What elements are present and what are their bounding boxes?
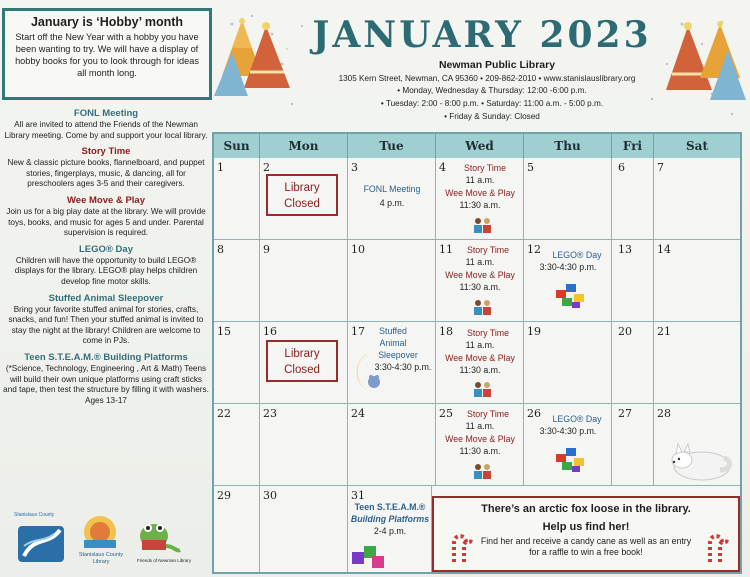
event-wee-move-name: Wee Move & Play xyxy=(445,270,515,280)
event-sleepover-line: Sleepover xyxy=(378,350,418,360)
day-number: 7 xyxy=(657,161,664,174)
day-cell[interactable] xyxy=(612,240,654,322)
day-number: 5 xyxy=(527,161,534,174)
event-wee-move-time: 11:30 a.m. xyxy=(459,365,501,375)
event-sleepover-time: 3:30-4:30 p.m. xyxy=(374,362,432,372)
day-number: 30 xyxy=(263,489,277,502)
day-cell[interactable] xyxy=(214,486,260,572)
calendar-header xyxy=(212,4,750,130)
event-story-time-name: Story Time xyxy=(463,163,507,173)
day-cell[interactable] xyxy=(348,404,436,486)
event-wee-move-name: Wee Move & Play xyxy=(445,353,515,363)
kids-playing-icon xyxy=(472,462,494,480)
kids-playing-icon xyxy=(472,380,494,398)
section-title: Wee Move & Play xyxy=(67,194,145,206)
event-wee-move-time: 11:30 a.m. xyxy=(459,282,501,292)
hours-line: • Tuesday: 2:00 - 8:00 p.m. • Saturday: 11:00 a.m. - 5:00 p.m. xyxy=(380,99,604,108)
fox-line-1: There’s an arctic fox loose in the library. xyxy=(481,503,691,515)
event-lego-name: LEGO® Day xyxy=(552,250,602,260)
day-cell[interactable] xyxy=(214,404,260,486)
day-number: 17 xyxy=(351,325,365,338)
day-cell[interactable] xyxy=(654,322,740,404)
event-lego-name: LEGO® Day xyxy=(552,414,602,424)
day-cell[interactable] xyxy=(348,158,436,240)
event-story-time-time: 11 a.m. xyxy=(465,340,495,350)
day-number: 1 xyxy=(217,161,224,174)
dow-sunday: Sun xyxy=(214,134,260,158)
section-text: Join us for a big play date at the library. We will provide toys, books, and music for ages 5 and under. Parental supervision is required. xyxy=(6,206,206,238)
dow-thursday: Thu xyxy=(524,134,612,158)
event-story-time-name: Story Time xyxy=(466,409,510,419)
section-title: Teen S.T.E.A.M.® Building Platforms xyxy=(24,351,188,363)
day-number: 26 xyxy=(527,407,541,420)
event-steam-line: Teen S.T.E.A.M.® xyxy=(354,502,426,512)
day-cell[interactable] xyxy=(260,486,348,572)
hobby-month-box xyxy=(2,8,212,100)
sidebar-section-wee-move xyxy=(0,195,212,239)
day-number: 24 xyxy=(351,407,365,420)
section-title: Story Time xyxy=(81,146,131,158)
event-fonl-time: 4 p.m. xyxy=(379,198,405,208)
event-wee-move-name: Wee Move & Play xyxy=(445,434,515,444)
day-cell[interactable] xyxy=(524,404,612,486)
day-cell[interactable] xyxy=(348,486,432,572)
day-cell[interactable] xyxy=(436,404,524,486)
county-logo-text: Stanislaus County xyxy=(14,512,55,518)
day-number: 20 xyxy=(618,325,632,338)
section-title: LEGO® Day xyxy=(79,243,133,255)
section-text: (*Science, Technology, Engineering , Art & Math) Teens will build their own unique platforms using craft sticks and tape, then test the structure by filling it with washers. Ages 13-17 xyxy=(3,363,209,405)
library-closed-label xyxy=(266,340,338,382)
day-number: 10 xyxy=(351,243,365,256)
day-number: 22 xyxy=(217,407,231,420)
hobby-title: January is ‘Hobby’ month xyxy=(30,15,184,29)
day-number: 21 xyxy=(657,325,671,338)
day-number: 23 xyxy=(263,407,277,420)
library-address: 1305 Kern Street, Newman, CA 95360 • 209-862-2010 • www.stanislauslibrary.org xyxy=(338,74,636,83)
event-steam-line: Building Platforms xyxy=(350,514,430,524)
closed-line: Closed xyxy=(284,198,320,210)
event-steam-time: 2-4 p.m. xyxy=(373,526,407,536)
day-cell[interactable] xyxy=(260,158,348,240)
arctic-fox-icon xyxy=(668,440,734,482)
dow-tuesday: Tue xyxy=(348,134,436,158)
day-cell[interactable] xyxy=(612,322,654,404)
event-lego-time: 3:30-4:30 p.m. xyxy=(539,426,597,436)
day-number: 15 xyxy=(217,325,231,338)
day-number: 12 xyxy=(527,243,541,256)
section-text: Children will have the opportunity to build LEGO® displays for the library. LEGO® play helps children develop fine motor skills. xyxy=(14,255,198,286)
library-name: Newman Public Library xyxy=(438,59,556,71)
hobby-text: Start off the New Year with a hobby you have been wanting to try. We will have a display of hobby books for you to look through for ideas all month long. xyxy=(15,32,199,78)
day-number: 4 xyxy=(439,161,446,174)
event-wee-move-name: Wee Move & Play xyxy=(445,188,515,198)
day-cell[interactable] xyxy=(436,158,524,240)
library-logo-icon xyxy=(76,512,124,552)
day-number: 13 xyxy=(618,243,632,256)
sidebar-section-story-time xyxy=(0,146,212,190)
day-cell[interactable] xyxy=(260,404,348,486)
section-text: New & classic picture books, flannelboard, and puppet stories, fingerplays, music, & dancing, all for preschoolers ages 3-5 and their caregivers. xyxy=(7,158,205,189)
candy-cane-icon xyxy=(448,532,476,566)
day-cell[interactable] xyxy=(654,158,740,240)
event-fonl-name: FONL Meeting xyxy=(363,184,421,194)
kids-playing-icon xyxy=(472,298,494,316)
event-story-time-name: Story Time xyxy=(466,245,510,255)
section-text: Bring your favorite stuffed animal for stories, crafts, snacks, and fun! Then your stuffed animal is invited to stay the night at the library! Children are welcome to come in PJs. xyxy=(8,304,204,346)
day-cell[interactable] xyxy=(524,158,612,240)
hours-line: • Friday & Sunday: Closed xyxy=(444,112,540,121)
day-number: 3 xyxy=(351,161,358,174)
event-story-time-time: 11 a.m. xyxy=(465,257,495,267)
fox-line-2: Help us find her! xyxy=(542,521,630,533)
closed-line: Library xyxy=(284,348,320,360)
section-text: All are invited to attend the Friends of the Newman Library meeting. Come by and support your local library. xyxy=(4,120,208,140)
day-cell[interactable] xyxy=(260,240,348,322)
arctic-fox-contest xyxy=(432,496,740,572)
day-cell[interactable] xyxy=(214,158,260,240)
day-number: 29 xyxy=(217,489,231,502)
day-cell[interactable] xyxy=(612,404,654,486)
day-cell[interactable] xyxy=(524,322,612,404)
sidebar-section-steam xyxy=(0,352,212,406)
sidebar-section-sleepover xyxy=(0,293,212,347)
event-story-time-time: 11 a.m. xyxy=(465,175,495,185)
dow-wednesday: Wed xyxy=(436,134,524,158)
dow-saturday: Sat xyxy=(686,139,708,153)
day-number: 6 xyxy=(618,161,625,174)
sidebar-section-lego xyxy=(0,244,212,288)
dow-monday: Mon xyxy=(260,134,348,158)
day-number: 8 xyxy=(217,243,224,256)
day-cell[interactable] xyxy=(612,158,654,240)
closed-line: Library xyxy=(284,182,320,194)
section-title: FONL Meeting xyxy=(73,108,139,119)
party-hats-right-icon xyxy=(658,20,748,110)
hours-line: • Monday, Wednesday & Thursday: 12:00 -6:00 p.m. xyxy=(397,86,587,95)
day-of-week-header xyxy=(214,134,740,158)
closed-line: Closed xyxy=(284,364,320,376)
event-wee-move-time: 11:30 a.m. xyxy=(459,200,501,210)
fox-text: Find her and receive a candy cane as well as an entry for a raffle to win a free book! xyxy=(480,536,692,557)
lego-bricks-icon xyxy=(554,280,588,310)
event-story-time-name: Story Time xyxy=(466,328,510,338)
day-number: 28 xyxy=(657,407,671,420)
day-cell[interactable] xyxy=(348,322,436,404)
event-wee-move-time: 11:30 a.m. xyxy=(459,446,501,456)
day-number: 18 xyxy=(439,325,453,338)
event-sleepover-line: Stuffed xyxy=(379,326,407,336)
day-number: 2 xyxy=(263,161,270,174)
day-cell[interactable] xyxy=(524,240,612,322)
sponsor-logos xyxy=(14,512,194,570)
library-closed-label xyxy=(266,174,338,216)
program-descriptions xyxy=(0,108,212,577)
day-cell[interactable] xyxy=(436,240,524,322)
dow-friday: Fri xyxy=(612,134,654,158)
day-cell[interactable] xyxy=(348,240,436,322)
friends-logo-text: Friends of Newman Library xyxy=(136,558,192,563)
party-hats-left-icon xyxy=(214,18,304,108)
bookworm-logo-icon xyxy=(132,512,182,556)
day-number: 27 xyxy=(618,407,632,420)
calendar-title: JANUARY 2023 xyxy=(312,14,652,56)
day-cell[interactable] xyxy=(260,322,348,404)
event-sleepover-line: Animal xyxy=(379,338,407,348)
day-number: 19 xyxy=(527,325,541,338)
puzzle-pieces-icon xyxy=(350,542,386,570)
kids-playing-icon xyxy=(472,216,494,234)
event-story-time-time: 11 a.m. xyxy=(465,421,495,431)
sidebar-section-fonl xyxy=(0,108,212,141)
lego-bricks-icon xyxy=(554,444,588,474)
day-cell[interactable] xyxy=(436,322,524,404)
day-cell[interactable] xyxy=(654,240,740,322)
day-cell[interactable] xyxy=(214,240,260,322)
day-number: 31 xyxy=(351,489,365,502)
calendar-grid xyxy=(212,132,742,574)
event-lego-time: 3:30-4:30 p.m. xyxy=(539,262,597,272)
county-logo-icon xyxy=(14,516,68,566)
day-number: 14 xyxy=(657,243,671,256)
day-number: 11 xyxy=(439,243,453,256)
day-cell[interactable] xyxy=(654,404,740,486)
candy-cane-icon xyxy=(704,532,732,566)
day-number: 9 xyxy=(263,243,270,256)
day-number: 25 xyxy=(439,407,453,420)
library-logo-text: Stanislaus County Library xyxy=(78,552,124,565)
day-number: 16 xyxy=(263,325,277,338)
day-cell[interactable] xyxy=(214,322,260,404)
section-title: Stuffed Animal Sleepover xyxy=(48,292,164,304)
